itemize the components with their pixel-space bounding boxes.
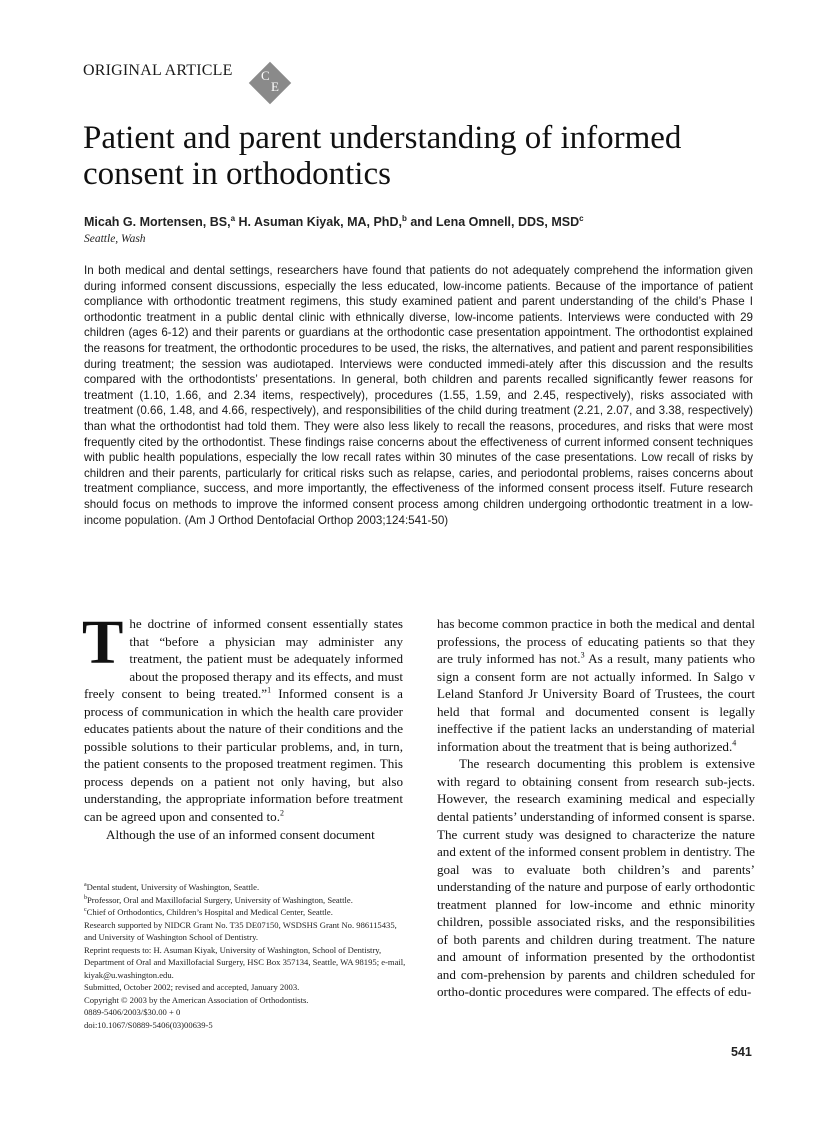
footnote-c (84, 906, 406, 919)
reference-mark: 2 (279, 808, 284, 818)
footnote-text: Professor, Oral and Maxillofacial Surgery, University of Washington, Seattle. (87, 894, 353, 905)
affiliation-mark: c (579, 213, 584, 223)
body-column-left (82, 609, 403, 843)
author-name: and Lena Omnell, DDS, MSD (406, 215, 580, 229)
affiliation-mark: b (401, 213, 407, 223)
ce-badge-icon (249, 62, 291, 104)
reference-mark: 1 (267, 685, 272, 695)
reference-mark: 3 (580, 650, 585, 660)
abstract: In both medical and dental settings, researchers have found that patients do not adequately comprehend the information given during informed consent discussions, especially the less educated, low-income patients. Because of the importance of patient compliance with orthodontic treatment regimens, this study examined patient and parent understanding of the child’s Phase I orthodontic treatment in a public dental clinic with ethnically diverse, low-income patients. Interviews were conducted with 29 children (ages 6-12) and their parents or guardians at the orthodontic case presentation appointment. The orthodontist explained the reasons for treatment, the orthodontic procedures to be used, the risks, the alternatives, and patient and parent responsibilities during treatment; the session was audiotaped. Interviews were conducted immedi-ately after this discussion and the results compared with the orthodontists’ presentations. In general, both children and parents recalled significantly fewer reasons for treatment (1.10, 1.66, and 2.34 items, respectively), procedures (1.55, 1.59, and 2.45, respectively), risks associated with treatment (0.66, 1.48, and 4.66, respectively), and responsibilities of the child during treatment (2.21, 2.07, and 3.38, respectively) than what the orthodontist had told them. They were also less likely to recall the reasons, procedures, and risks that were most frequently cited by the orthodontist. These findings raise concerns about the effectiveness of current informed consent techniques with public health populations, especially the low recall rates within 30 minutes of the case presentations. Low recall of risks by children and their parents, particularly for critical risks such as relapse, caries, and periodontal problems, raises concerns about treatment compliance, success, and more importantly, the effectiveness of the informed consent process itself. Future research should focus on methods to improve the informed consent process among children undergoing orthodontic treatment in a low-income population. (Am J Orthod Dentofacial Orthop 2003;124:541-50) (84, 264, 753, 527)
copyright-note: Copyright © 2003 by the American Association of Orthodontists. (84, 994, 309, 1005)
body-text: has become common practice in both the medical and dental professions, the process of educating patients so that they are truly informed has not. (437, 616, 755, 667)
author-name: Micah G. Mortensen, BS, (84, 215, 231, 229)
body-text: As a result, many patients who sign a consent form are not actually informed. In Salgo v Leland Stanford Jr University Board of Trustees, the court held that formal and documented consent is legally ineffective if the patient lacks an understanding of material information about the treatment that is being authorized. (437, 651, 756, 754)
issn-note: 0889-5406/2003/$30.00 + 0 (84, 1007, 181, 1017)
badge-letter-e: E (271, 79, 279, 94)
doi-note: doi:10.1067/S0889-5406(03)00639-5 (84, 1019, 213, 1030)
drop-cap: T (82, 609, 124, 677)
footnote-mark: a (84, 882, 87, 889)
footnote-a (84, 881, 406, 894)
footnotes (84, 881, 406, 1031)
body-paragraph (437, 615, 755, 755)
body-paragraph: Although the use of an informed consent document (106, 826, 375, 842)
body-paragraph: The research documenting this problem is extensive with regard to obtaining consent from research sub-jects. However, the research examining medical and especially dental patients’ understanding of informed consent is sparse. The current study was designed to characterize the nature and extent of the informed consent problem in dentistry. The goal was to evaluate both children’s and parents’ understanding of the nature and purpose of early orthodontic treatment planned for low-income and ethnic minority children, possible associated risks, and the responsibilities of both parents and children during treatment. The nature and amount of information presented by the orthodontist and com-prehension by parents and children scheduled for ortho-dontic procedures were compared. The effects of edu- (437, 756, 755, 1000)
author-name: H. Asuman Kiyak, MA, PhD, (235, 215, 402, 229)
diamond-shape (249, 62, 291, 104)
body-text: Informed consent is a process of communication in which the health care provider educates patients about the nature of their conditions and the possible solutions to their particular problems, and, in turn, the patient consents to the proposed treatment regimen. This process depends on a patient not only having, but also understanding, the appropriate information before treatment can be agreed upon and consented to. (84, 686, 403, 825)
footnote-mark: c (84, 907, 87, 914)
article-title: Patient and parent understanding of informed consent in orthodontics (83, 120, 682, 192)
footnote-text: Chief of Orthodontics, Children’s Hospital and Medical Center, Seattle. (86, 907, 333, 917)
body-column-right (437, 615, 755, 1001)
author-list (84, 215, 584, 229)
page-number: 541 (731, 1045, 752, 1059)
body-text: he doctrine of informed consent essentially states that “before a physician may administer any treatment, the patient must be adequately informed about the proposed therapy and its effects, and must freely consent to being treated.” (84, 616, 403, 702)
reprint-note: Reprint requests to: H. Asuman Kiyak, University of Washington, School of Dentistry, Department of Oral and Maxillofacial Surgery, HSC Box 357134, Seattle, WA 98195; e-mail, kiyak@u.washington.edu. (84, 944, 406, 980)
affiliation-mark: a (230, 213, 236, 223)
badge-letter-c: C (261, 68, 270, 83)
footnote-text: Dental student, University of Washington, Seattle. (86, 882, 260, 892)
section-label: ORIGINAL ARTICLE (83, 62, 233, 79)
footnote-mark: b (84, 894, 87, 901)
funding-note: Research supported by NIDCR Grant No. T35 DE07150, WSDSHS Grant No. 986115435, and University of Washington School of Dentistry. (84, 919, 397, 942)
submission-note: Submitted, October 2002; revised and accepted, January 2003. (84, 982, 300, 992)
footnote-b (84, 894, 406, 907)
reference-mark: 4 (732, 738, 737, 748)
author-location: Seattle, Wash (84, 233, 146, 245)
body-paragraph (82, 609, 403, 826)
